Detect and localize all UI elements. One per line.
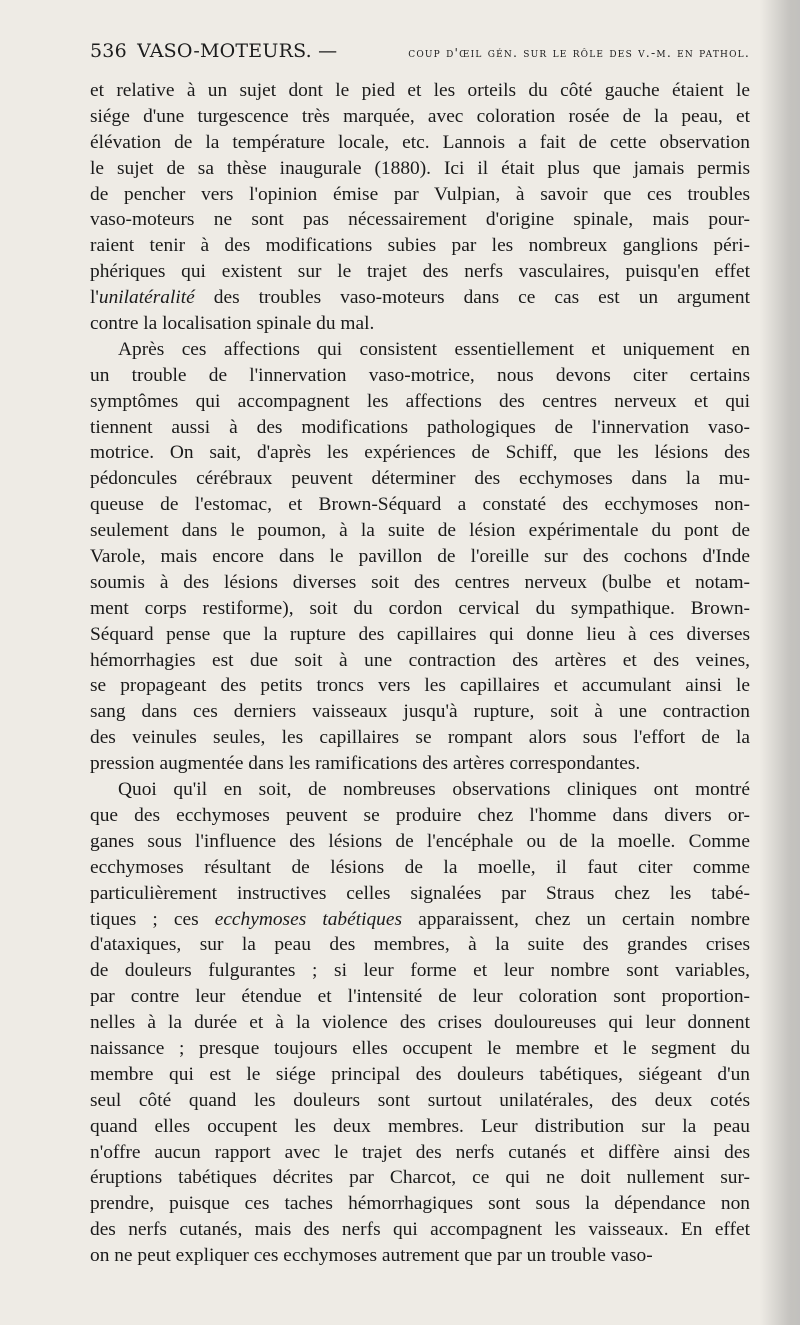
text-run: vaso-moteurs ne sont pas nécessairement d'origine spinale, mais pour- [90, 209, 750, 231]
text-run: particulièrement instructives celles signalées par Straus chez les tabé- [90, 882, 750, 904]
text-line [90, 544, 750, 570]
text-run: éruptions tabétiques décrites par Charcot, ce qui ne doit nullement sur- [90, 1167, 750, 1189]
text-run: que des ecchymoses peuvent se produire chez l'homme dans divers or- [90, 804, 750, 826]
header-dash: — [318, 40, 338, 62]
text-line [90, 855, 750, 881]
text-run: ment corps restiforme), soit du cordon cervical du sympathique. Brown- [90, 597, 750, 619]
text-line [90, 440, 750, 466]
italic-phrase: unilatéralité [98, 287, 195, 309]
text-line [90, 389, 750, 415]
text-run: se propageant des petits troncs vers les capillaires et accumulant ainsi le [90, 675, 750, 697]
text-run: apparaissent, chez un certain nombre [402, 908, 750, 930]
text-line [90, 518, 750, 544]
text-line [90, 881, 750, 907]
paragraph [90, 777, 750, 1269]
text-run: par contre leur étendue et l'intensité de leur coloration sont proportion- [90, 986, 750, 1008]
text-line [90, 1114, 750, 1140]
text-line [90, 907, 750, 933]
text-line [90, 492, 750, 518]
text-line [90, 829, 750, 855]
text-run: membre qui est le siége principal des douleurs tabétiques, siégeant d'un [90, 1063, 750, 1085]
text-run: l' [90, 287, 99, 309]
text-run: seulement dans le poumon, à la suite de lésion expérimentale du pont de [90, 520, 750, 542]
body-text [90, 78, 750, 1269]
text-line [90, 1217, 750, 1243]
text-run: queuse de l'estomac, et Brown-Séquard a constaté des ecchymoses non- [90, 494, 750, 516]
text-line [90, 622, 750, 648]
text-line [90, 78, 750, 104]
header-left [90, 40, 337, 62]
text-run: Quoi qu'il en soit, de nombreuses observations cliniques ont montré [118, 779, 750, 801]
text-run: Varole, mais encore dans le pavillon de l'oreille sur des cochons d'Inde [90, 546, 750, 568]
text-line [90, 1088, 750, 1114]
text-line [90, 1165, 750, 1191]
text-line [90, 648, 750, 674]
text-run: de pencher vers l'opinion émise par Vulpian, à savoir que ces troubles [90, 183, 750, 205]
text-line [90, 207, 750, 233]
text-run: symptômes qui accompagnent les affections des centres nerveux et qui [90, 390, 750, 412]
text-run: élévation de la température locale, etc. Lannois a fait de cette observation [90, 131, 750, 153]
text-run: un trouble de l'innervation vaso-motrice, nous devons citer certains [90, 364, 750, 386]
text-line [90, 130, 750, 156]
text-line [90, 751, 750, 777]
text-line [90, 596, 750, 622]
header-title: VASO-MOTEURS. [137, 40, 312, 62]
text-run: des veinules seules, les capillaires se rompant alors sous l'effort de la [90, 727, 750, 749]
text-run: de douleurs fulgurantes ; si leur forme et leur nombre sont variables, [90, 960, 750, 982]
text-line [90, 673, 750, 699]
text-line [90, 932, 750, 958]
text-line [90, 311, 750, 337]
header-subtitle: coup d'œil gén. sur le rôle des v.-m. en pathol. [408, 45, 750, 60]
text-line [90, 699, 750, 725]
text-run: soumis à des lésions diverses soit des centres nerveux (bulbe et notam- [90, 571, 750, 593]
text-run: contre la localisation spinale du mal. [90, 313, 375, 335]
text-run: motrice. On sait, d'après les expériences de Schiff, que les lésions des [90, 442, 750, 464]
text-line [90, 337, 750, 363]
text-run: phériques qui existent sur le trajet des nerfs vasculaires, puisqu'en effet [90, 261, 750, 283]
text-run: on ne peut expliquer ces ecchymoses autrement que par un trouble vaso- [90, 1245, 653, 1267]
text-line [90, 984, 750, 1010]
text-line [90, 777, 750, 803]
text-line [90, 1010, 750, 1036]
text-run: n'offre aucun rapport avec le trajet des nerfs cutanés et diffère ainsi des [90, 1141, 750, 1163]
text-line [90, 415, 750, 441]
text-line [90, 104, 750, 130]
text-line [90, 725, 750, 751]
text-line [90, 1191, 750, 1217]
text-line [90, 570, 750, 596]
text-run: d'ataxiques, sur la peau des membres, à la suite des grandes crises [90, 934, 750, 956]
paragraph [90, 337, 750, 777]
text-run: Séquard pense que la rupture des capillaires qui donne lieu à ces diverses [90, 623, 750, 645]
text-run: des troubles vaso-moteurs dans ce cas est un argument [194, 287, 750, 309]
text-line [90, 1243, 750, 1269]
text-run: et relative à un sujet dont le pied et les orteils du côté gauche étaient le [90, 80, 750, 101]
text-run: quand elles occupent les deux membres. Leur distribution sur la peau [90, 1115, 750, 1137]
page-number: 536 [90, 40, 127, 62]
text-line [90, 259, 750, 285]
text-line [90, 958, 750, 984]
text-run: hémorrhagies est due soit à une contraction des artères et des veines, [90, 649, 750, 671]
text-run: tiques ; ces [90, 908, 215, 930]
text-line [90, 466, 750, 492]
text-line [90, 803, 750, 829]
text-run: pédoncules cérébraux peuvent déterminer des ecchymoses dans la mu- [90, 468, 750, 490]
text-run: prendre, puisque ces taches hémorrhagiques sont sous la dépendance non [90, 1193, 750, 1215]
text-run: naissance ; presque toujours elles occupent le membre et le segment du [90, 1037, 750, 1059]
text-run: tiennent aussi à des modifications pathologiques de l'innervation vaso- [90, 416, 750, 438]
text-run: sang dans ces derniers vaisseaux jusqu'à rupture, soit à une contraction [90, 701, 750, 723]
text-line [90, 1062, 750, 1088]
text-line [90, 1036, 750, 1062]
text-run: pression augmentée dans les ramifications des artères correspondantes. [90, 753, 641, 775]
text-run: siége d'une turgescence très marquée, avec coloration rosée de la peau, et [90, 105, 750, 127]
italic-phrase: ecchymoses tabétiques [214, 908, 403, 930]
text-run: ecchymoses résultant de lésions de la moelle, il faut citer comme [90, 856, 750, 878]
text-run: seul côté quand les douleurs sont surtout unilatérales, des deux cotés [90, 1089, 750, 1111]
text-line [90, 285, 750, 311]
text-line [90, 233, 750, 259]
paragraph [90, 78, 750, 337]
text-run: Après ces affections qui consistent essentiellement et uniquement en [118, 338, 750, 360]
text-run: raient tenir à des modifications subies par les nombreux ganglions péri- [90, 235, 750, 257]
text-run: ganes sous l'influence des lésions de l'encéphale ou de la moelle. Comme [90, 830, 750, 852]
text-line [90, 1140, 750, 1166]
text-run: des nerfs cutanés, mais des nerfs qui accompagnent les vaisseaux. En effet [90, 1219, 750, 1241]
text-line [90, 363, 750, 389]
text-run: le sujet de sa thèse inaugurale (1880). Ici il était plus que jamais permis [90, 157, 750, 179]
text-line [90, 182, 750, 208]
text-run: nelles à la durée et à la violence des crises douloureuses qui leur donnent [90, 1012, 750, 1034]
text-line [90, 156, 750, 182]
running-head [90, 40, 750, 66]
